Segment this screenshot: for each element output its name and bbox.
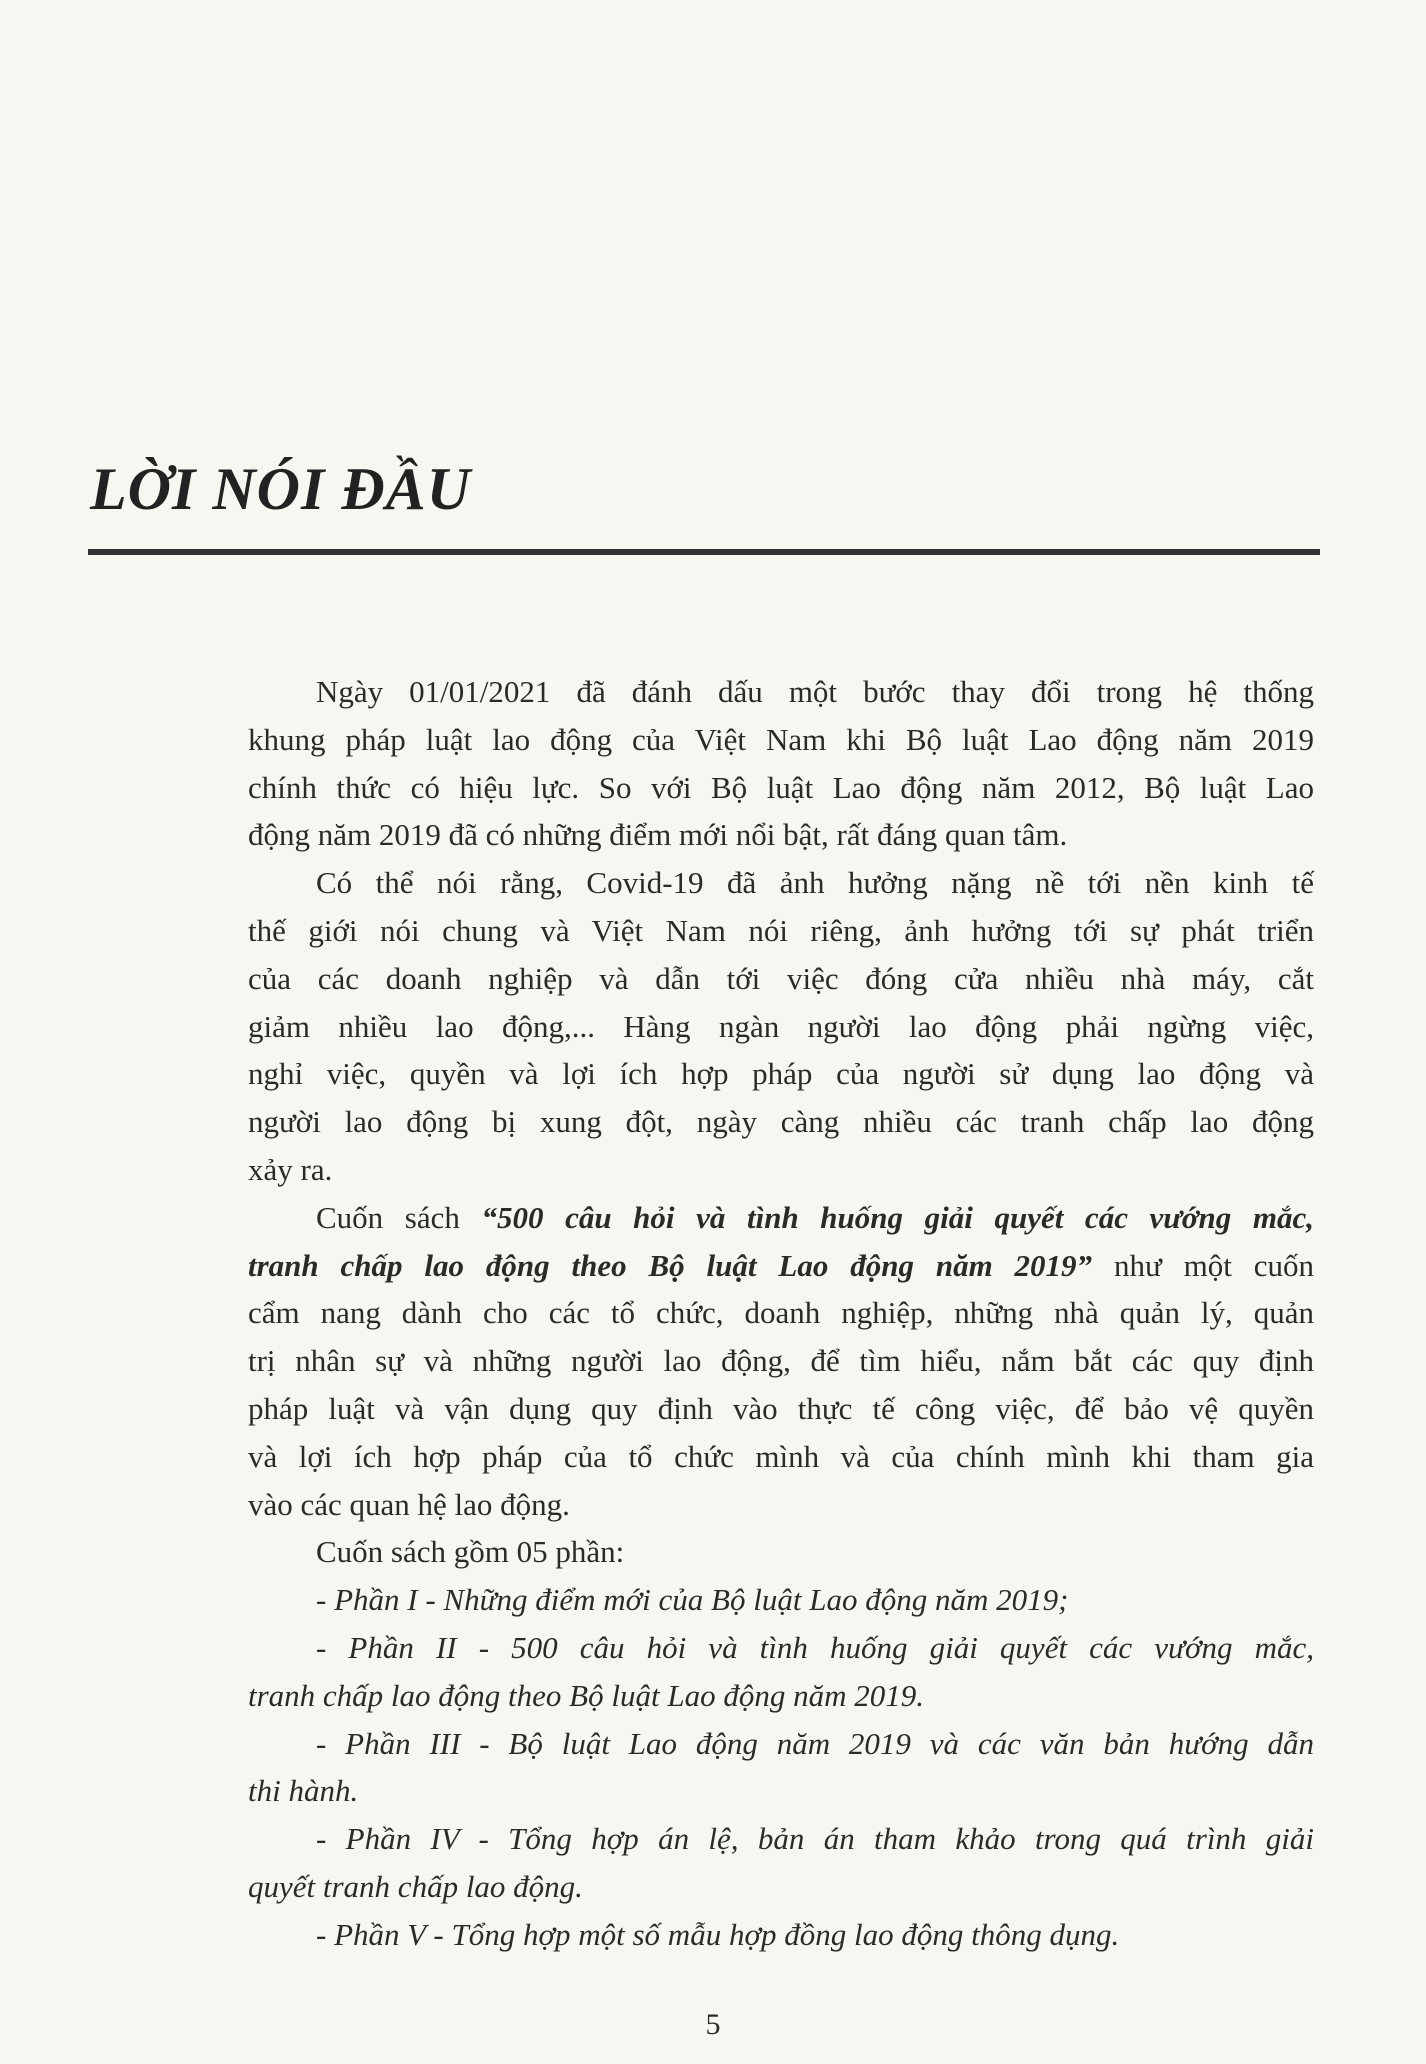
text-segment: giảm nhiều lao động,... Hàng ngàn người lao động phải ngừng việc, xyxy=(248,1008,1314,1044)
text-segment: - Phần II - 500 câu hỏi và tình huống giải quyết các vướng mắc, xyxy=(316,1629,1314,1665)
text-line xyxy=(248,668,1314,716)
text-segment: trị nhân sự và những người lao động, để tìm hiểu, nắm bắt các quy định xyxy=(248,1343,1314,1379)
text-segment: pháp luật và vận dụng quy định vào thực tế công việc, để bảo vệ quyền xyxy=(248,1390,1314,1426)
text-line xyxy=(248,1385,1314,1433)
text-segment: quyết tranh chấp lao động. xyxy=(248,1868,583,1904)
text-segment: - Phần V - Tổng hợp một số mẫu hợp đồng lao động thông dụng. xyxy=(316,1916,1120,1952)
text-segment: người lao động bị xung đột, ngày càng nhiều các tranh chấp lao động xyxy=(248,1104,1314,1140)
text-line xyxy=(248,1289,1314,1337)
text-line xyxy=(248,1672,1314,1720)
text-segment: động năm 2019 đã có những điểm mới nổi bật, rất đáng quan tâm. xyxy=(248,817,1068,853)
text-line xyxy=(248,1767,1314,1815)
text-segment: xảy ra. xyxy=(248,1151,333,1187)
text-segment: khung pháp luật lao động của Việt Nam khi Bộ luật Lao động năm 2019 xyxy=(248,721,1314,757)
text-line xyxy=(248,859,1314,907)
text-line xyxy=(248,1481,1314,1529)
book-title-text: “500 câu hỏi và tình huống giải quyết các vướng mắc, xyxy=(481,1199,1314,1235)
text-segment: Cuốn sách xyxy=(316,1199,482,1235)
text-line xyxy=(248,1242,1314,1290)
text-segment: thi hành. xyxy=(248,1773,359,1809)
text-segment: và lợi ích hợp pháp của tổ chức mình và của chính mình khi tham gia xyxy=(248,1438,1314,1474)
text-segment: thế giới nói chung và Việt Nam nói riêng, ảnh hưởng tới sự phát triển xyxy=(248,912,1314,948)
title-underline-divider xyxy=(88,549,1320,555)
text-line xyxy=(248,1528,1314,1576)
text-segment: cẩm nang dành cho các tổ chức, doanh nghiệp, những nhà quản lý, quản xyxy=(248,1295,1314,1331)
text-line xyxy=(248,1863,1314,1911)
text-segment: của các doanh nghiệp và dẫn tới việc đóng cửa nhiều nhà máy, cắt xyxy=(248,960,1314,996)
text-line xyxy=(248,1911,1314,1959)
text-segment: tranh chấp lao động theo Bộ luật Lao động năm 2019. xyxy=(248,1677,924,1713)
text-line xyxy=(248,1050,1314,1098)
text-line xyxy=(248,1146,1314,1194)
text-segment: vào các quan hệ lao động. xyxy=(248,1486,570,1522)
text-line xyxy=(248,955,1314,1003)
text-line xyxy=(248,1098,1314,1146)
text-line xyxy=(248,1194,1314,1242)
text-line xyxy=(248,1576,1314,1624)
text-segment: Có thể nói rằng, Covid-19 đã ảnh hưởng nặng nề tới nền kinh tế xyxy=(316,865,1314,901)
text-line xyxy=(248,1815,1314,1863)
book-title-text: tranh chấp lao động theo Bộ luật Lao động năm 2019” xyxy=(248,1247,1093,1283)
text-segment: - Phần I - Những điểm mới của Bộ luật Lao động năm 2019; xyxy=(316,1582,1069,1618)
text-segment: nghỉ việc, quyền và lợi ích hợp pháp của người sử dụng lao động và xyxy=(248,1056,1314,1092)
text-segment: Cuốn sách gồm 05 phần: xyxy=(316,1534,625,1570)
preface-body xyxy=(248,668,1314,1959)
text-line xyxy=(248,1003,1314,1051)
text-line xyxy=(248,1337,1314,1385)
text-line xyxy=(248,716,1314,764)
text-segment: - Phần IV - Tổng hợp án lệ, bản án tham khảo trong quá trình giải xyxy=(316,1821,1314,1857)
text-line xyxy=(248,764,1314,812)
text-segment: Ngày 01/01/2021 đã đánh dấu một bước thay đổi trong hệ thống xyxy=(316,674,1314,709)
text-line xyxy=(248,1624,1314,1672)
page-title: LỜI NÓI ĐẦU xyxy=(90,456,472,522)
text-segment: như một cuốn xyxy=(1092,1247,1314,1283)
page-number: 5 xyxy=(705,2008,721,2041)
text-line xyxy=(248,1433,1314,1481)
text-line xyxy=(248,1720,1314,1768)
text-line xyxy=(248,811,1314,859)
text-segment: chính thức có hiệu lực. So với Bộ luật Lao động năm 2012, Bộ luật Lao xyxy=(248,769,1314,805)
text-segment: - Phần III - Bộ luật Lao động năm 2019 và các văn bản hướng dẫn xyxy=(316,1725,1314,1761)
text-line xyxy=(248,907,1314,955)
